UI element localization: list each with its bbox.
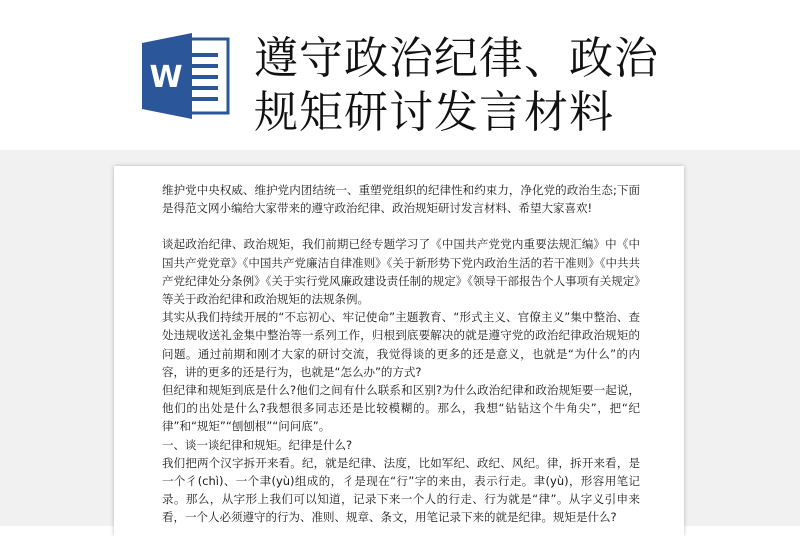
word-icon-letter: W [149,60,183,95]
paragraph: 但纪律和规矩到底是什么?他们之间有什么联系和区别?为什么政治纪律和政治规矩要一起说，他们的出处是什么?我想很多同志还是比较模糊的。那么，我想“钻钻这个牛角尖”，把“纪律”和“规矩”“刨刨根”“问问底”。 [162,383,640,434]
title-line-1: 遵守政治纪律、政治 [254,33,659,84]
page-title [254,32,784,140]
document-body [162,181,640,527]
section-heading: 一、谈一谈纪律和规矩。纪律是什么? [162,437,353,452]
title-line-2: 规矩研讨发言材料 [254,87,614,138]
paragraph: 其实从我们持续开展的“不忘初心、牢记使命”主题教育、“形式主义、官僚主义”集中整治、查处违规收送礼金集中整治等一系列工作，归根到底要解决的就是遵守党的政治纪律政治规矩的问题。通过前期和刚才大家的研讨交流，我觉得谈的更多的还是意义，也就是“为什么”的内容，讲的更多的还是行为，也就是“怎么办”的方式? [162,310,640,379]
paragraph-intro: 维护党中央权威、维护党内团结统一、重塑党组织的纪律性和约束力，净化党的政治生态;下面是得范文网小编给大家带来的遵守政治纪律、政治规矩研讨发言材料、希望大家喜欢! [162,183,640,216]
word-document-icon [142,33,232,119]
header-banner [0,0,800,150]
paragraph: 谈起政治纪律、政治规矩，我们前期已经专题学习了《中国共产党党内重要法规汇编》中《中国共产党党章》《中国共产党廉洁自律准则》《关于新形势下党内政治生活的若干准则》《中共共产党纪律处分条例》《关于实行党风廉政建设责任制的规定》《领导干部报告个人事项有关规定》等关于政治纪律和政治规矩的法规条例。 [162,237,640,307]
paragraph: 我们把两个汉字拆开来看。纪，就是纪律、法度，比如军纪、政纪、风纪。律，拆开来看，是一个彳(chì)、一个聿(yù)组成的，彳是现在“行”字的来由，表示行走。聿(yù)，形容用笔记录。那么，从字形上我们可以知道，记录下来一个人的行走、行为就是“律”。从字义引申来看，一个人必须遵守的行为、准则、规章、条文，用笔记录下来的就是纪律。规矩是什么? [162,455,640,525]
